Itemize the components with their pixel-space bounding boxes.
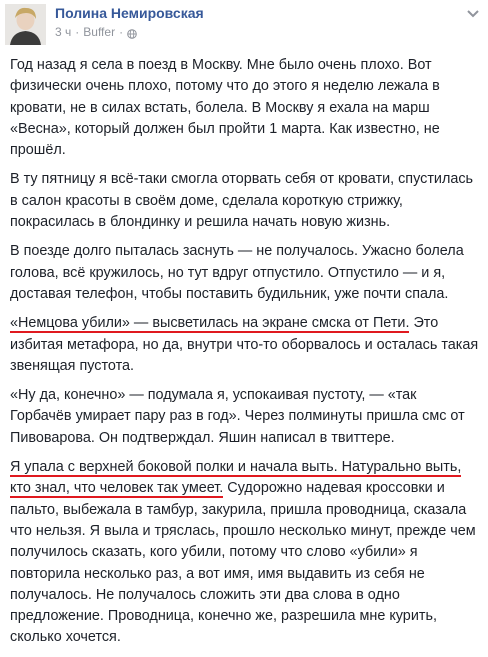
paragraph — [10, 169, 484, 233]
post-header — [0, 0, 488, 50]
text-line: избитая метафора, но да, внутри что-то оборвалось и осталась такая — [10, 336, 479, 353]
text-line: Горбачёв умирает пару раз в год». Через полминуты пришла смс от — [10, 408, 465, 425]
text-line: «Ну да, конечно» — подумала я, успокаивая пустоту, — «так — [10, 387, 417, 404]
text-line: кровати, не в силах встать, болела. В Москву я ехала на марш — [10, 99, 430, 116]
text-line: доставая телефон, чтобы поставить будильник, уже почти спала. — [10, 285, 449, 302]
text-line: покрасилась в блондинку и решила начать новую жизнь. — [10, 214, 391, 231]
text-line — [10, 478, 484, 499]
text-line: в салон красоты в своём доме, сделала короткую стрижку, — [10, 192, 403, 209]
paragraph — [10, 385, 484, 449]
post-meta — [55, 25, 137, 39]
highlighted-text: Я упала с верхней боковой полки и начала выть. Натурально выть, — [10, 459, 462, 476]
post-via[interactable]: Buffer — [83, 25, 116, 39]
paragraph — [10, 55, 484, 161]
text-line: предложение. Проводница, конечно же, разрешила мне курить, — [10, 608, 437, 625]
text-line: звенящая пустота. — [10, 357, 135, 374]
text-line: пальто, выбежала в тамбур, закурила, пришла проводница, сказала — [10, 501, 467, 518]
post-body — [10, 55, 484, 657]
text-fragment: Это — [409, 315, 439, 332]
paragraph — [10, 313, 484, 377]
text-line: Год назад я села в поезд в Москву. Мне было очень плохо. Вот — [10, 57, 432, 73]
text-line: В поезде долго пыталась заснуть — не получалось. Ужасно болела — [10, 243, 464, 260]
meta-separator-2: · — [119, 25, 124, 39]
highlighted-text: кто знал, что человек так умеет. — [10, 480, 224, 497]
text-line — [10, 457, 484, 478]
text-line: что нельзя. Я выла и тряслась, прошло несколько минут, прежде чем — [10, 522, 476, 539]
text-line: В ту пятницу я всё-таки смогла оторвать себя от кровати, спустилась — [10, 171, 474, 188]
text-fragment: Судорожно надевая кроссовки и — [223, 480, 445, 497]
globe-icon[interactable] — [127, 28, 137, 38]
meta-separator: · — [75, 25, 80, 39]
text-line — [10, 313, 484, 334]
text-line: сколько хочется. — [10, 629, 121, 646]
text-line: получилось сказать, кого убили, потому что слово «убили» я — [10, 544, 418, 561]
paragraph — [10, 457, 484, 649]
text-line: получалось. Не получалось сложить эти два слова в одно — [10, 586, 400, 603]
avatar[interactable] — [5, 4, 46, 45]
text-line: голова, всё кружилось, но тут вдруг отпустило. Отпустило — и я, — [10, 264, 446, 281]
text-line: повторила несколько раз, а вот имя, имя выдавить из себя не — [10, 565, 425, 582]
highlighted-text: «Немцова убили» — высветилась на экране смска от Пети. — [10, 315, 410, 332]
text-line: прошёл. — [10, 142, 66, 159]
post-time[interactable]: 3 ч — [55, 25, 72, 39]
paragraph — [10, 241, 484, 305]
text-line: физически очень плохо, потому что до этого я неделю лежала в — [10, 78, 440, 95]
text-line: Пивоварова. Он подтверждал. Яшин написал в твиттере. — [10, 429, 395, 446]
chevron-down-icon[interactable] — [466, 6, 480, 16]
author-name[interactable]: Полина Немировская — [55, 5, 204, 21]
text-line: «Весна», который должен был пройти 1 марта. Как известно, не — [10, 120, 440, 137]
